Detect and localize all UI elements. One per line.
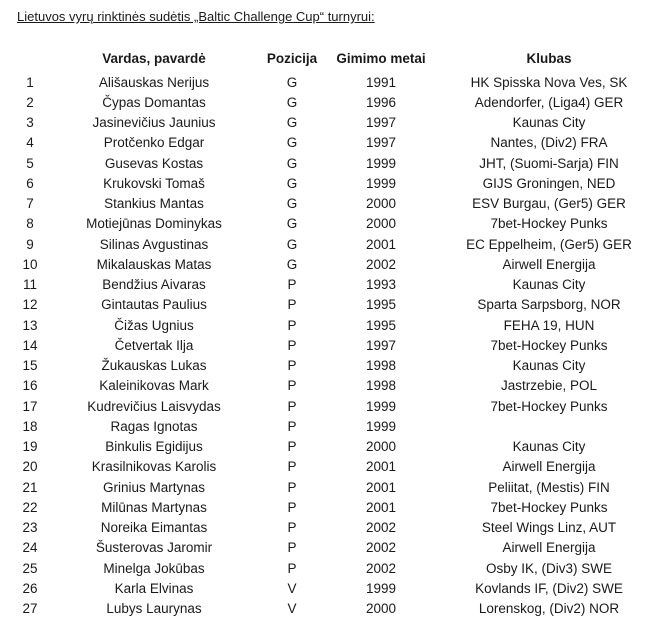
table-row — [10, 315, 662, 335]
cell-number: 21 — [22, 479, 38, 495]
cell-position: P — [287, 317, 297, 333]
table-row — [10, 214, 662, 234]
cell-club: Kaunas City — [512, 115, 586, 131]
cell-name: Gusevas Kostas — [104, 155, 204, 171]
cell-position: G — [286, 196, 298, 212]
cell-number: 13 — [22, 317, 38, 333]
cell-position: P — [287, 337, 297, 353]
cell-birth-year: 1999 — [365, 580, 397, 596]
cell-name: Šusterovas Jaromir — [95, 540, 213, 556]
cell-birth-year: 2001 — [365, 459, 397, 475]
table-row — [10, 254, 662, 274]
cell-club: Kaunas City — [512, 439, 586, 455]
cell-position: G — [286, 216, 298, 232]
cell-birth-year: 1999 — [365, 398, 397, 414]
table-row — [10, 133, 662, 153]
table-row — [10, 518, 662, 538]
cell-birth-year: 2001 — [365, 236, 397, 252]
cell-name: Lubys Laurynas — [106, 601, 202, 617]
cell-birth-year: 2002 — [365, 540, 397, 556]
cell-birth-year: 2001 — [365, 499, 397, 515]
cell-position: G — [286, 115, 298, 131]
table-row — [10, 275, 662, 295]
cell-number: 16 — [22, 378, 38, 394]
cell-name: Protčenko Edgar — [103, 135, 205, 151]
cell-number: 18 — [22, 418, 38, 434]
cell-number: 2 — [26, 94, 34, 110]
cell-name: Kudrevičius Laisvydas — [87, 398, 221, 414]
cell-number: 5 — [26, 155, 34, 171]
cell-birth-year: 2002 — [365, 520, 397, 536]
cell-birth-year: 2000 — [365, 601, 397, 617]
roster-heading: Lietuvos vyrų rinktinės sudėtis „Baltic Challenge Cup“ turnyrui: — [17, 9, 375, 24]
cell-birth-year: 1999 — [365, 418, 397, 434]
cell-birth-year: 2002 — [365, 256, 397, 272]
cell-club: Osby IK, (Div3) SWE — [485, 560, 612, 576]
table-row — [10, 356, 662, 376]
cell-number: 1 — [26, 74, 34, 90]
cell-name: Binkulis Egidijus — [105, 439, 203, 455]
cell-club: Jastrzebie, POL — [500, 378, 598, 394]
header-name: Vardas, pavardė — [102, 50, 206, 66]
cell-number: 10 — [22, 256, 38, 272]
cell-name: Čypas Domantas — [102, 94, 206, 110]
cell-birth-year: 1996 — [365, 94, 397, 110]
cell-birth-year: 1993 — [365, 277, 397, 293]
cell-position: G — [286, 256, 298, 272]
cell-position: P — [287, 499, 297, 515]
cell-club: 7bet-Hockey Punks — [490, 337, 608, 353]
cell-name: Žukauskas Lukas — [101, 358, 207, 374]
cell-birth-year: 1997 — [365, 337, 397, 353]
table-row — [10, 578, 662, 598]
cell-birth-year: 2001 — [365, 479, 397, 495]
cell-birth-year: 1999 — [365, 155, 397, 171]
cell-name: Mikalauskas Matas — [96, 256, 212, 272]
header-number — [10, 44, 50, 72]
cell-club: Kaunas City — [512, 277, 586, 293]
cell-name: Jasinevičius Jaunius — [92, 115, 216, 131]
table-row — [10, 558, 662, 578]
cell-name: Minelga Jokūbas — [103, 560, 205, 576]
cell-position: G — [286, 236, 298, 252]
roster-table — [10, 44, 662, 619]
cell-birth-year: 2002 — [365, 560, 397, 576]
cell-position: G — [286, 155, 298, 171]
cell-number: 8 — [26, 216, 34, 232]
cell-birth-year: 1995 — [365, 317, 397, 333]
cell-number: 27 — [22, 601, 38, 617]
cell-position: P — [287, 277, 297, 293]
table-row — [10, 376, 662, 396]
cell-name: Silinas Avgustinas — [99, 236, 209, 252]
cell-position: P — [287, 378, 297, 394]
cell-position: P — [287, 540, 297, 556]
table-row — [10, 457, 662, 477]
table-row — [10, 396, 662, 416]
cell-position: P — [287, 479, 297, 495]
table-row — [10, 416, 662, 436]
cell-name: Motiejūnas Dominykas — [86, 216, 222, 232]
cell-birth-year: 1995 — [365, 297, 397, 313]
roster-body — [10, 72, 662, 619]
cell-club: Airwell Energija — [502, 540, 596, 556]
cell-name: Milūnas Martynas — [101, 499, 207, 515]
cell-club: EC Eppelheim, (Ger5) GER — [466, 236, 632, 252]
cell-number: 15 — [22, 358, 38, 374]
cell-name: Ališauskas Nerijus — [98, 74, 210, 90]
cell-club: ESV Burgau, (Ger5) GER — [472, 196, 626, 212]
cell-number: 12 — [22, 297, 38, 313]
table-row — [10, 497, 662, 517]
table-row — [10, 295, 662, 315]
header-birth-year: Gimimo metai — [336, 50, 426, 66]
cell-club: Airwell Energija — [502, 256, 596, 272]
table-row — [10, 335, 662, 355]
cell-position: P — [287, 439, 297, 455]
table-row — [10, 538, 662, 558]
cell-club: Airwell Energija — [502, 459, 596, 475]
table-row — [10, 437, 662, 457]
cell-club: Kovlands IF, (Div2) SWE — [475, 580, 623, 596]
cell-position: G — [286, 74, 298, 90]
cell-birth-year: 1991 — [365, 74, 397, 90]
cell-club: 7bet-Hockey Punks — [490, 398, 608, 414]
cell-birth-year: 1998 — [365, 358, 397, 374]
cell-number: 23 — [22, 520, 38, 536]
cell-birth-year: 2000 — [365, 216, 397, 232]
cell-number: 17 — [22, 398, 38, 414]
cell-club: Sparta Sarpsborg, NOR — [477, 297, 621, 313]
header-position: Pozicija — [266, 50, 318, 66]
cell-club: FEHA 19, HUN — [503, 317, 595, 333]
cell-number: 24 — [22, 540, 38, 556]
cell-club: 7bet-Hockey Punks — [490, 216, 608, 232]
cell-position: P — [287, 358, 297, 374]
cell-name: Karla Elvinas — [114, 580, 194, 596]
cell-club: Steel Wings Linz, AUT — [481, 520, 617, 536]
cell-club: Kaunas City — [512, 358, 586, 374]
cell-club: Nantes, (Div2) FRA — [490, 135, 608, 151]
cell-name: Stankius Mantas — [104, 196, 204, 212]
cell-club: Lorenskog, (Div2) NOR — [478, 601, 620, 617]
cell-number: 22 — [22, 499, 38, 515]
table-row — [10, 477, 662, 497]
cell-club: 7bet-Hockey Punks — [490, 499, 608, 515]
cell-birth-year: 1997 — [365, 135, 397, 151]
table-row — [10, 72, 662, 92]
table-row — [10, 113, 662, 133]
cell-club — [436, 416, 662, 436]
table-header-row — [10, 44, 662, 72]
cell-name: Krukovski Tomaš — [103, 175, 205, 191]
cell-name: Četvertak Ilja — [114, 337, 194, 353]
cell-birth-year: 2000 — [365, 196, 397, 212]
cell-name: Kaleinikovas Mark — [99, 378, 209, 394]
cell-position: V — [287, 601, 297, 617]
cell-number: 4 — [26, 135, 34, 151]
cell-number: 26 — [22, 580, 38, 596]
table-row — [10, 194, 662, 214]
header-club: Klubas — [526, 50, 572, 66]
table-row — [10, 173, 662, 193]
cell-position: G — [286, 94, 298, 110]
cell-birth-year: 2000 — [365, 439, 397, 455]
cell-birth-year: 1997 — [365, 115, 397, 131]
cell-position: V — [287, 580, 297, 596]
cell-name: Čižas Ugnius — [114, 317, 194, 333]
table-row — [10, 92, 662, 112]
cell-position: P — [287, 398, 297, 414]
cell-club: Adendorfer, (Liga4) GER — [474, 94, 624, 110]
table-row — [10, 599, 662, 619]
cell-position: G — [286, 175, 298, 191]
table-row — [10, 153, 662, 173]
cell-number: 7 — [26, 196, 34, 212]
cell-name: Gintautas Paulius — [101, 297, 207, 313]
cell-position: P — [287, 459, 297, 475]
cell-position: P — [287, 520, 297, 536]
table-row — [10, 234, 662, 254]
cell-name: Krasilnikovas Karolis — [91, 459, 217, 475]
cell-position: G — [286, 135, 298, 151]
cell-number: 3 — [26, 115, 34, 131]
cell-club: GIJS Groningen, NED — [482, 175, 616, 191]
cell-position: P — [287, 297, 297, 313]
cell-number: 14 — [22, 337, 38, 353]
cell-name: Noreika Eimantas — [100, 520, 208, 536]
cell-name: Bendžius Aivaras — [102, 277, 206, 293]
cell-club: JHT, (Suomi-Sarja) FIN — [479, 155, 619, 171]
cell-birth-year: 1998 — [365, 378, 397, 394]
cell-position: P — [287, 418, 297, 434]
cell-number: 9 — [26, 236, 34, 252]
cell-number: 19 — [22, 439, 38, 455]
cell-number: 6 — [26, 175, 34, 191]
cell-name: Ragas Ignotas — [110, 418, 198, 434]
cell-name: Grinius Martynas — [102, 479, 206, 495]
cell-position: P — [287, 560, 297, 576]
cell-club: Peliitat, (Mestis) FIN — [488, 479, 610, 495]
cell-number: 25 — [22, 560, 38, 576]
cell-number: 11 — [22, 277, 37, 293]
cell-club: HK Spisska Nova Ves, SK — [470, 74, 628, 90]
cell-birth-year: 1999 — [365, 175, 397, 191]
cell-number: 20 — [22, 459, 38, 475]
